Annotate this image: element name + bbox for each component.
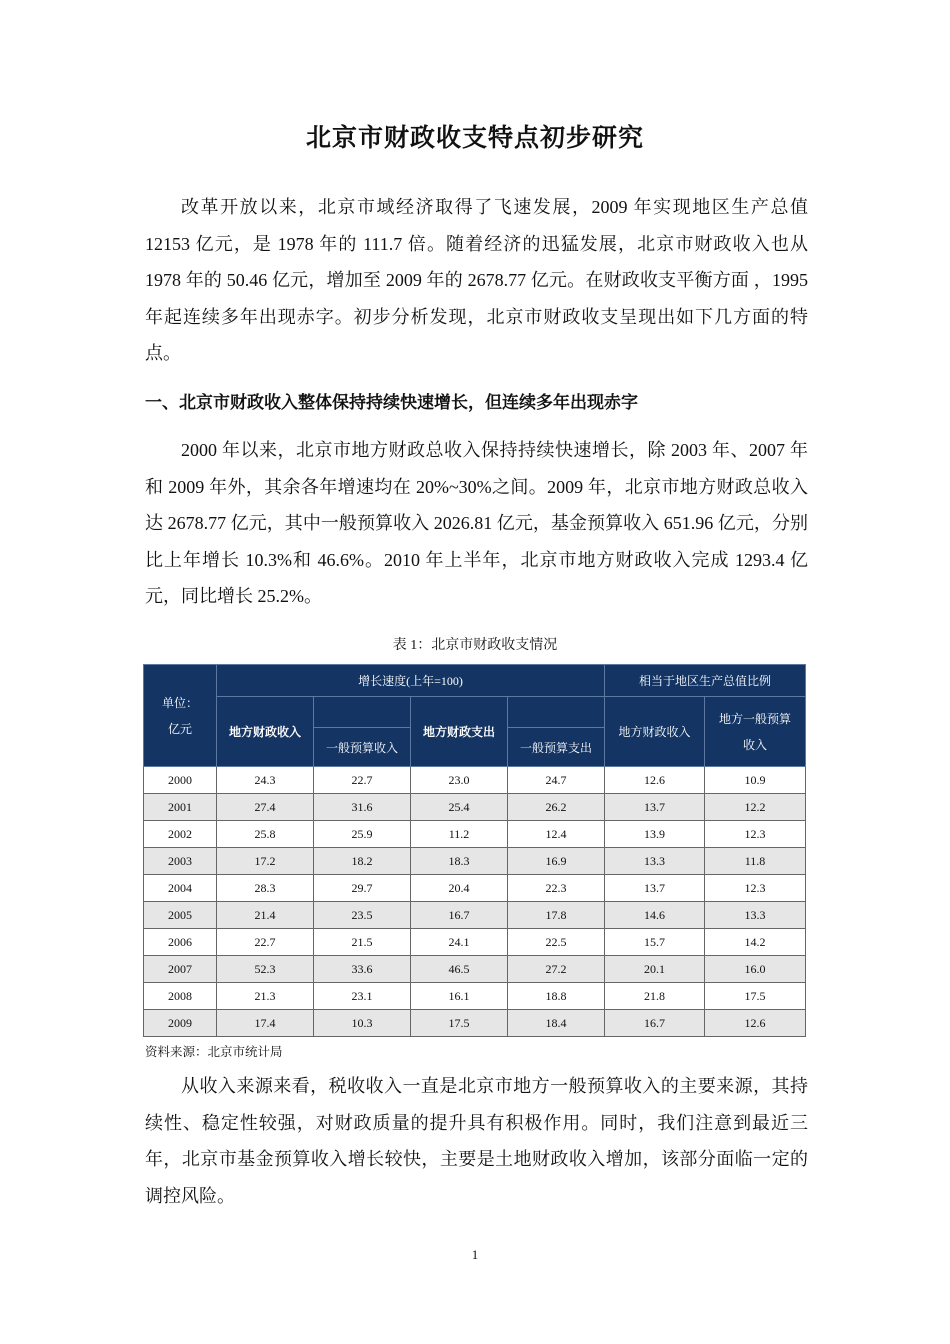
- value-cell: 21.4: [217, 902, 314, 929]
- value-cell: 17.4: [217, 1010, 314, 1037]
- table-row: [144, 821, 806, 848]
- value-cell: 52.3: [217, 956, 314, 983]
- value-cell: 24.3: [217, 767, 314, 794]
- unit-label: 单位：: [161, 695, 198, 710]
- section-heading: 一、北京市财政收入整体保持持续快速增长，但连续多年出现赤字: [145, 393, 638, 413]
- value-cell: 11.8: [705, 848, 806, 875]
- value-cell: 10.3: [314, 1010, 411, 1037]
- table-row: [144, 794, 806, 821]
- value-cell: 18.4: [508, 1010, 605, 1037]
- value-cell: 29.7: [314, 875, 411, 902]
- value-cell: 24.1: [411, 929, 508, 956]
- value-cell: 33.6: [314, 956, 411, 983]
- value-cell: 17.2: [217, 848, 314, 875]
- year-cell: 2000: [144, 767, 217, 794]
- value-cell: 13.7: [605, 794, 705, 821]
- value-cell: 18.8: [508, 983, 605, 1010]
- value-cell: 25.8: [217, 821, 314, 848]
- value-cell: 13.3: [605, 848, 705, 875]
- col-ratio-general-revenue-line1: 地方一般预算: [719, 711, 792, 726]
- value-cell: 12.6: [605, 767, 705, 794]
- year-cell: 2002: [144, 821, 217, 848]
- year-cell: 2007: [144, 956, 217, 983]
- year-cell: 2006: [144, 929, 217, 956]
- value-cell: 21.5: [314, 929, 411, 956]
- value-cell: 23.5: [314, 902, 411, 929]
- col-ratio-general-revenue-line2: 收入: [743, 737, 768, 752]
- value-cell: 23.1: [314, 983, 411, 1010]
- value-cell: 16.7: [411, 902, 508, 929]
- value-cell: 14.6: [605, 902, 705, 929]
- value-cell: 12.6: [705, 1010, 806, 1037]
- value-cell: 24.7: [508, 767, 605, 794]
- value-cell: 16.0: [705, 956, 806, 983]
- year-cell: 2008: [144, 983, 217, 1010]
- value-cell: 21.8: [605, 983, 705, 1010]
- value-cell: 25.9: [314, 821, 411, 848]
- value-cell: 22.7: [217, 929, 314, 956]
- col-local-revenue-header: 地方财政收入: [217, 697, 314, 767]
- year-cell: 2003: [144, 848, 217, 875]
- source-note: 资料来源：北京市统计局: [145, 1045, 283, 1059]
- table-body: [144, 767, 806, 1037]
- value-cell: 31.6: [314, 794, 411, 821]
- revenue-source-paragraph: 从收入来源来看，税收收入一直是北京市地方一般预算收入的主要来源，其持续性、稳定性较强，对财政质量的提升具有积极作用。同时，我们注意到最近三年，北京市基金预算收入增长较快，主要是土地财政收入增加，该部分面临一定的调控风险。: [145, 1076, 808, 1206]
- value-cell: 16.7: [605, 1010, 705, 1037]
- year-cell: 2004: [144, 875, 217, 902]
- value-cell: 28.3: [217, 875, 314, 902]
- table-row: [144, 929, 806, 956]
- intro-paragraph: 改革开放以来，北京市域经济取得了飞速发展，2009 年实现地区生产总值 12153 亿元，是 1978 年的 111.7 倍。随着经济的迅猛发展，北京市财政收入也从 1978 年的 50.46 亿元，增加至 2009 年的 2678.77 亿元。在财政收支平衡方面 ，1995 年起连续多年出现赤字。初步分析发现，北京市财政收支呈现出如下几方面的特点。: [145, 197, 808, 363]
- value-cell: 17.5: [705, 983, 806, 1010]
- year-cell: 2005: [144, 902, 217, 929]
- value-cell: 18.3: [411, 848, 508, 875]
- table-row: [144, 983, 806, 1010]
- value-cell: 13.7: [605, 875, 705, 902]
- value-cell: 14.2: [705, 929, 806, 956]
- value-cell: 12.3: [705, 821, 806, 848]
- value-cell: 16.9: [508, 848, 605, 875]
- unit-value: 亿元: [167, 721, 192, 736]
- table-row: [144, 767, 806, 794]
- table-row: [144, 848, 806, 875]
- table-row: [144, 902, 806, 929]
- col-ratio-general-revenue-header: [705, 697, 806, 767]
- value-cell: 20.1: [605, 956, 705, 983]
- value-cell: 12.4: [508, 821, 605, 848]
- value-cell: 17.5: [411, 1010, 508, 1037]
- value-cell: 27.4: [217, 794, 314, 821]
- section-paragraph: 2000 年以来，北京市地方财政总收入保持持续快速增长，除 2003 年、2007 年和 2009 年外，其余各年增速均在 20%~30%之间。2009 年，北京市地方财政总收入达 2678.77 亿元，其中一般预算收入 2026.81 亿元，基金预算收入 651.96 亿元，分别比上年增长 10.3%和 46.6%。2010 年上半年，北京市地方财政收入完成 1293.4 亿元，同比增长 25.2%。: [145, 440, 808, 606]
- value-cell: 20.4: [411, 875, 508, 902]
- value-cell: 12.3: [705, 875, 806, 902]
- value-cell: 12.2: [705, 794, 806, 821]
- value-cell: 21.3: [217, 983, 314, 1010]
- fiscal-table: [143, 664, 806, 1037]
- year-cell: 2001: [144, 794, 217, 821]
- value-cell: 23.0: [411, 767, 508, 794]
- value-cell: 18.2: [314, 848, 411, 875]
- growth-group-header: 增长速度(上年=100): [217, 665, 605, 697]
- value-cell: 13.9: [605, 821, 705, 848]
- table-row: [144, 875, 806, 902]
- table-row: [144, 956, 806, 983]
- col-general-budget-expenditure-header: 一般预算支出: [508, 728, 605, 767]
- col-subheader-spacer: [508, 697, 605, 728]
- value-cell: 10.9: [705, 767, 806, 794]
- value-cell: 22.3: [508, 875, 605, 902]
- value-cell: 22.5: [508, 929, 605, 956]
- year-cell: 2009: [144, 1010, 217, 1037]
- value-cell: 26.2: [508, 794, 605, 821]
- col-ratio-local-revenue-header: 地方财政收入: [605, 697, 705, 767]
- col-general-budget-revenue-header: 一般预算收入: [314, 728, 411, 767]
- value-cell: 16.1: [411, 983, 508, 1010]
- col-subheader-spacer: [314, 697, 411, 728]
- value-cell: 25.4: [411, 794, 508, 821]
- value-cell: 17.8: [508, 902, 605, 929]
- col-local-expenditure-header: 地方财政支出: [411, 697, 508, 767]
- value-cell: 15.7: [605, 929, 705, 956]
- value-cell: 22.7: [314, 767, 411, 794]
- value-cell: 13.3: [705, 902, 806, 929]
- value-cell: 27.2: [508, 956, 605, 983]
- value-cell: 11.2: [411, 821, 508, 848]
- table-caption: 表 1：北京市财政收支情况: [392, 638, 558, 653]
- value-cell: 46.5: [411, 956, 508, 983]
- unit-header-cell: [144, 665, 217, 767]
- page-number: 1: [471, 1247, 479, 1262]
- ratio-group-header: 相当于地区生产总值比例: [605, 665, 806, 697]
- table-row: [144, 1010, 806, 1037]
- document-title: 北京市财政收支特点初步研究: [305, 123, 644, 152]
